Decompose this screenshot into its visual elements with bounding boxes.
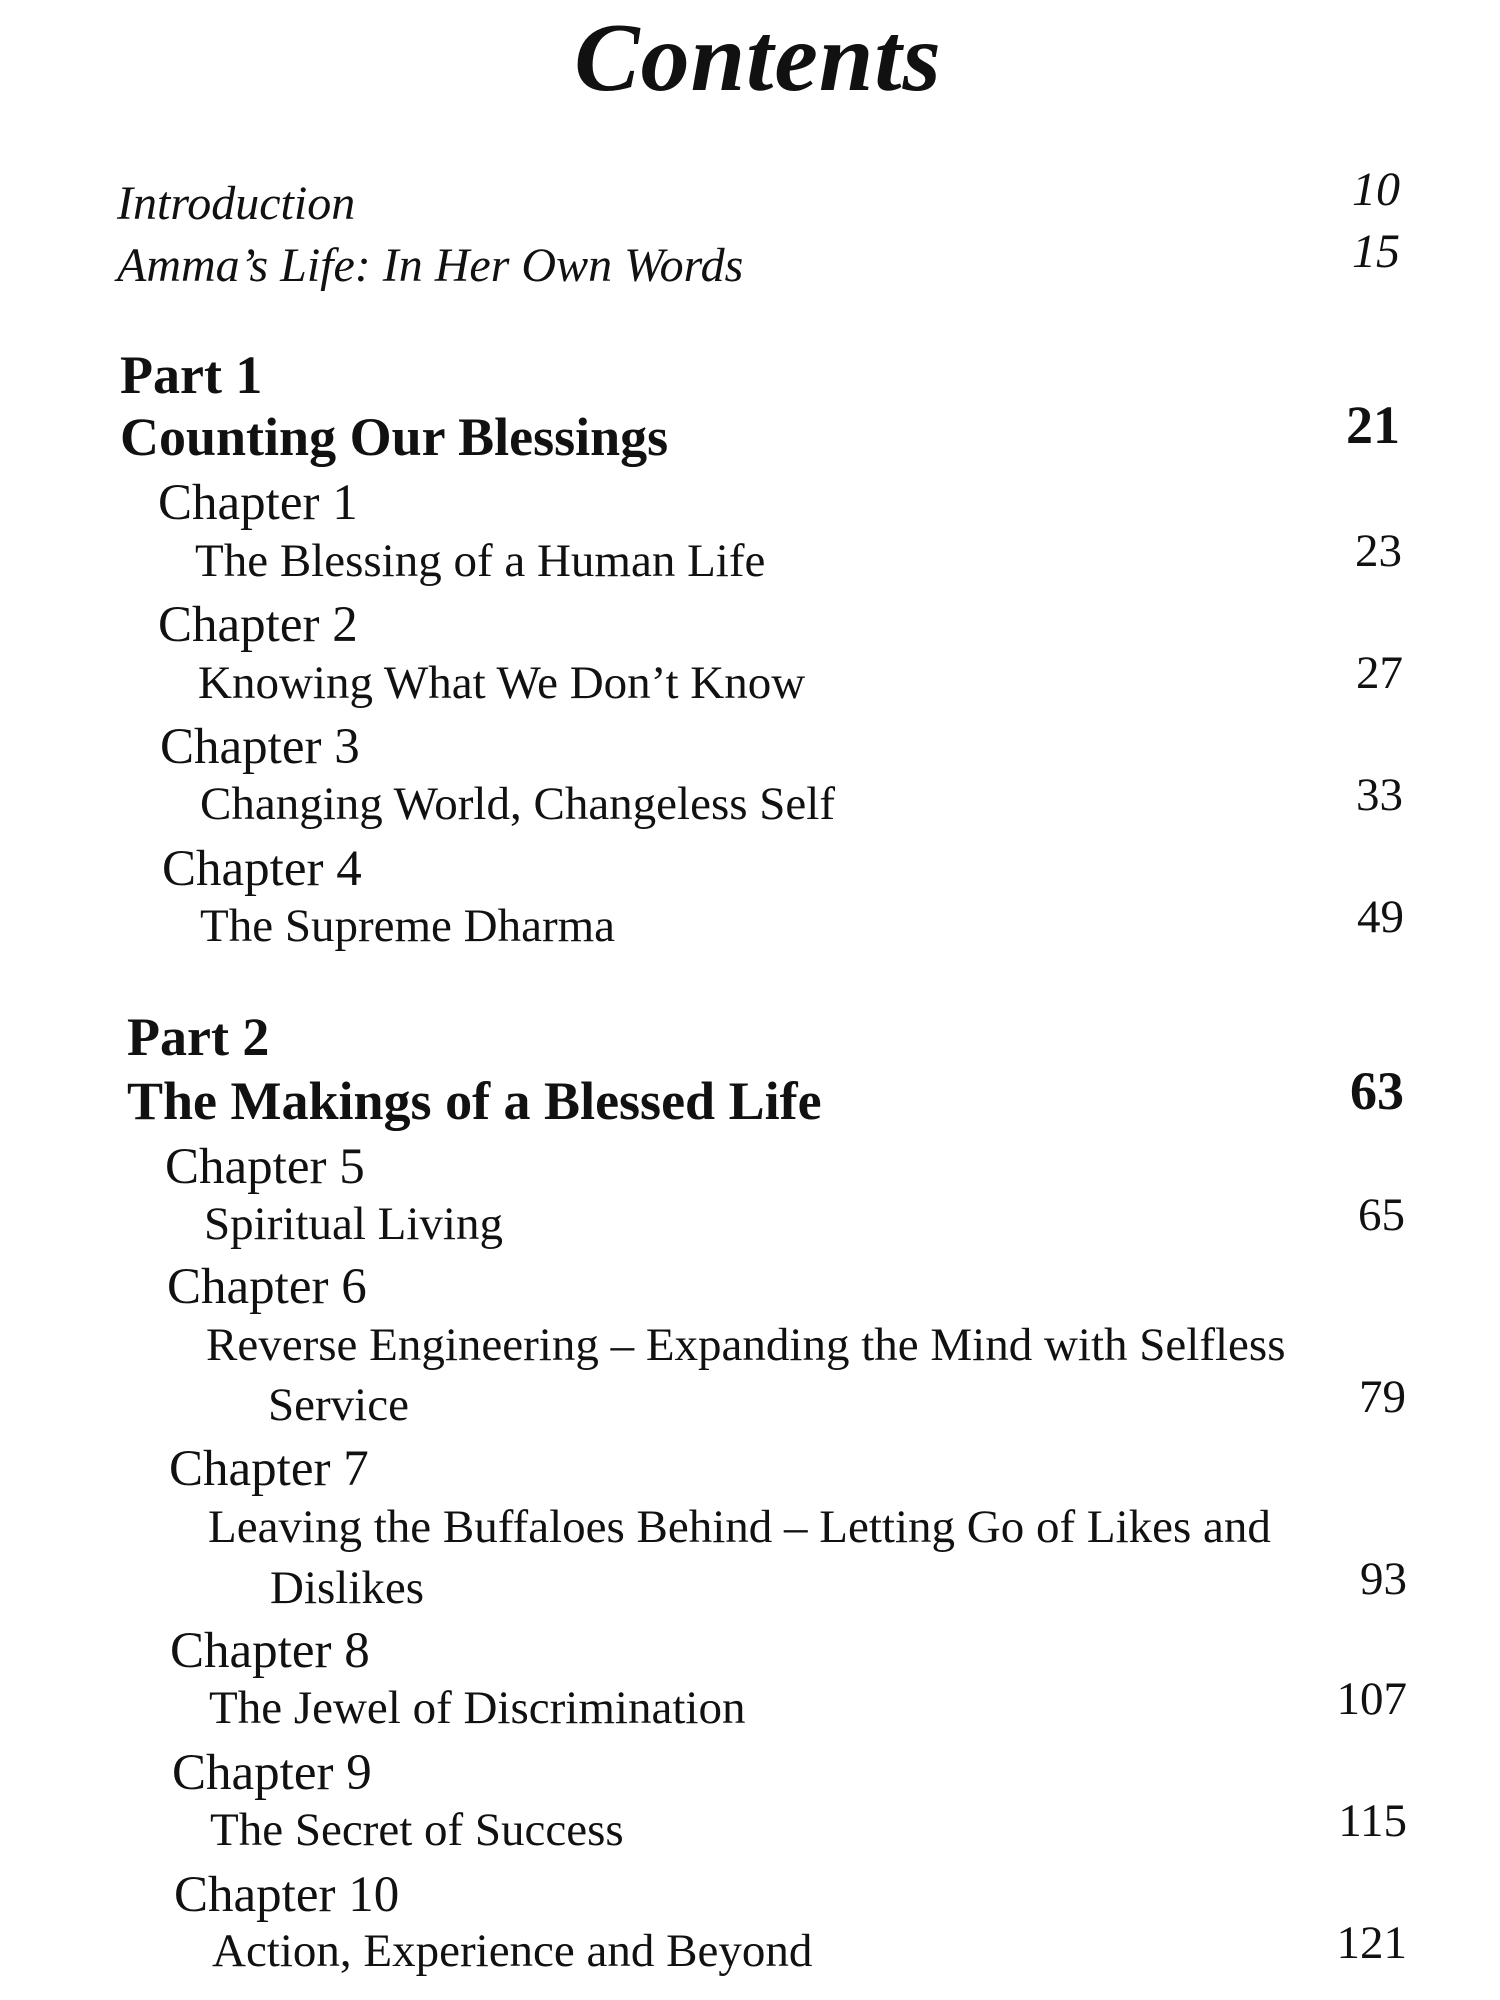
toc-entry-chapter-7-continued[interactable]: Dislikes bbox=[270, 1562, 425, 1614]
toc-entry-part-1[interactable]: Counting Our Blessings bbox=[120, 407, 669, 467]
page-number: 63 bbox=[1350, 1061, 1404, 1121]
part-label: Part 2 bbox=[127, 1007, 270, 1067]
page-number: 115 bbox=[1338, 1795, 1407, 1847]
page-number: 65 bbox=[1358, 1189, 1405, 1241]
page-title: Contents bbox=[574, 4, 942, 112]
chapter-label: Chapter 9 bbox=[172, 1745, 372, 1801]
toc-entry-chapter-6-continued[interactable]: Service bbox=[268, 1379, 409, 1431]
chapter-label: Chapter 8 bbox=[170, 1623, 370, 1679]
part-label: Part 1 bbox=[120, 345, 263, 405]
page-number: 23 bbox=[1355, 525, 1402, 577]
page-number: 33 bbox=[1356, 769, 1403, 821]
page-number: 121 bbox=[1336, 1917, 1407, 1969]
toc-entry-chapter-2[interactable]: Knowing What We Don’t Know bbox=[198, 657, 806, 709]
page-number: 79 bbox=[1359, 1371, 1406, 1423]
toc-entry-chapter-10[interactable]: Action, Experience and Beyond bbox=[212, 1925, 813, 1977]
page-number: 10 bbox=[1352, 163, 1400, 216]
chapter-label: Chapter 6 bbox=[167, 1259, 367, 1315]
toc-entry-introduction[interactable]: Introduction bbox=[117, 177, 356, 230]
toc-entry-chapter-4[interactable]: The Supreme Dharma bbox=[200, 900, 616, 952]
chapter-label: Chapter 5 bbox=[165, 1139, 365, 1195]
page-number: 21 bbox=[1346, 395, 1400, 455]
toc-entry-part-2[interactable]: The Makings of a Blessed Life bbox=[127, 1071, 822, 1131]
page-number: 15 bbox=[1352, 225, 1400, 278]
chapter-label: Chapter 7 bbox=[169, 1441, 369, 1497]
page-number: 27 bbox=[1356, 647, 1403, 699]
toc-entry-ammas-life[interactable]: Amma’s Life: In Her Own Words bbox=[117, 239, 744, 292]
toc-entry-chapter-3[interactable]: Changing World, Changeless Self bbox=[200, 778, 836, 830]
toc-entry-chapter-5[interactable]: Spiritual Living bbox=[204, 1198, 503, 1250]
toc-entry-chapter-9[interactable]: The Secret of Success bbox=[210, 1804, 624, 1856]
chapter-label: Chapter 4 bbox=[162, 841, 362, 897]
page-number: 93 bbox=[1360, 1553, 1407, 1605]
toc-entry-chapter-7[interactable]: Leaving the Buffaloes Behind – Letting Go of Likes and bbox=[208, 1501, 1271, 1553]
chapter-label: Chapter 1 bbox=[158, 475, 358, 531]
chapter-label: Chapter 10 bbox=[174, 1867, 400, 1923]
chapter-label: Chapter 3 bbox=[160, 719, 360, 775]
toc-entry-chapter-1[interactable]: The Blessing of a Human Life bbox=[195, 535, 766, 587]
chapter-label: Chapter 2 bbox=[158, 597, 358, 653]
page-number: 49 bbox=[1357, 891, 1404, 943]
toc-entry-chapter-8[interactable]: The Jewel of Discrimination bbox=[209, 1682, 746, 1734]
page-number: 107 bbox=[1336, 1673, 1407, 1725]
toc-entry-chapter-6[interactable]: Reverse Engineering – Expanding the Mind with Selfless bbox=[206, 1319, 1286, 1371]
